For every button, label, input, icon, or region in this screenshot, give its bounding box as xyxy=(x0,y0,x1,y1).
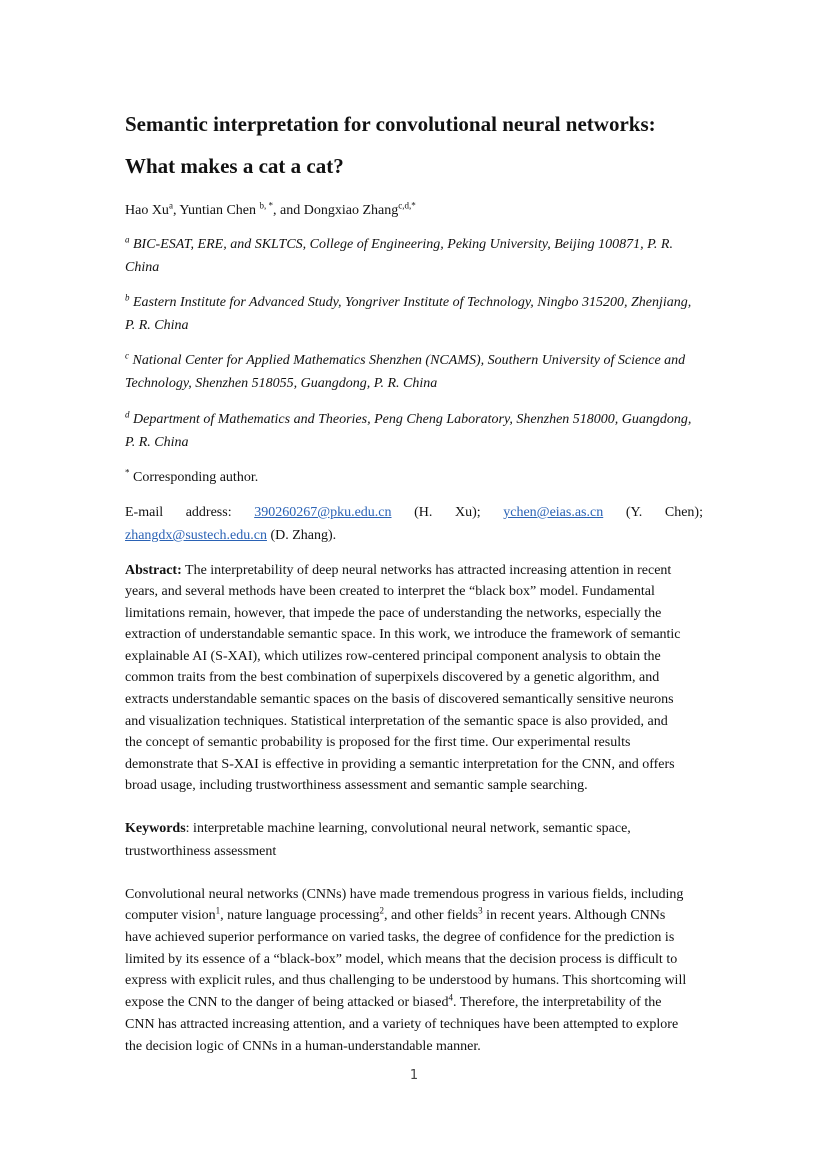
affiliation-a-line-2: China xyxy=(125,260,160,275)
author-affiliation-mark: c,d,* xyxy=(398,200,416,211)
citation-mark: 2 xyxy=(379,905,384,916)
affiliation-text: Department of Mathematics and Theories, Peng Cheng Laboratory, Shenzhen 518000, Guangdong, xyxy=(129,412,692,427)
citation-mark: 3 xyxy=(478,905,483,916)
intro-line: the decision logic of CNNs in a human-understandable manner. xyxy=(125,1039,481,1054)
affiliation-b-line-2: P. R. China xyxy=(125,318,189,333)
citation-mark: 1 xyxy=(215,905,221,916)
abstract-line: limitations remain, however, that impede the pace of understanding the networks, especially the xyxy=(125,606,662,621)
affiliation-a xyxy=(125,234,703,252)
abstract-line: Abstract: The interpretability of deep neural networks has attracted increasing attention in recent xyxy=(125,563,672,578)
email-owner: (H. xyxy=(414,505,433,520)
email-line-2 xyxy=(125,529,703,543)
intro-line: expose the CNN to the danger of being attacked or biased$^4$. Therefore, the interpretability of the xyxy=(125,992,662,1010)
author-name: Dongxiao Zhang xyxy=(303,203,399,218)
abstract-line: demonstrate that S-XAI is effective in providing a semantic interpretation for the CNN, and offers xyxy=(125,757,675,772)
citation-mark: 4 xyxy=(448,992,453,1003)
abstract-line: extracts understandable semantic spaces on the basis of discovered semantically sensitive neurons xyxy=(125,692,674,707)
affiliation-mark: b xyxy=(125,292,130,303)
corresponding-author-note xyxy=(125,467,703,485)
author-name: Yuntian Chen xyxy=(179,203,260,218)
affiliation-c-line-2: Technology, Shenzhen 518055, Guangdong, P. R. China xyxy=(125,376,438,391)
author-separator: , xyxy=(172,203,180,218)
abstract-label: Abstract: xyxy=(125,563,182,578)
email-owner: (Y. xyxy=(625,505,643,520)
intro-line: express with explicit rules, and thus challenging to be understood by humans. This shortcoming will xyxy=(125,973,687,988)
intro-line: limited by its essence of a “black-box” model, which means that the decision process is difficult to xyxy=(125,952,678,967)
affiliation-mark: d xyxy=(125,409,130,420)
email-link[interactable]: 390260267@pku.edu.cn xyxy=(254,505,392,520)
affiliation-b xyxy=(125,292,703,310)
affiliation-d xyxy=(125,409,703,427)
affiliation-text: Eastern Institute for Advanced Study, Yongriver Institute of Technology, Ningbo 315200, Zhenjiang, xyxy=(129,295,692,310)
email-link[interactable]: ychen@eias.as.cn xyxy=(503,505,604,520)
keywords-line: trustworthiness assessment xyxy=(125,844,277,859)
intro-line: have achieved superior performance on varied tasks, the degree of confidence for the prediction is xyxy=(125,930,675,945)
abstract-line: years, and several methods have been created to interpret the “black box” model. Fundamental xyxy=(125,584,655,599)
affiliation-d-line-2: P. R. China xyxy=(125,435,189,450)
author-list xyxy=(125,200,703,218)
email-label-word: E-mail xyxy=(125,505,164,520)
author-name: Hao Xu xyxy=(125,203,169,218)
email-line-1 xyxy=(125,506,703,520)
author-separator: , and xyxy=(273,203,304,218)
email-owner: (D. Zhang). xyxy=(266,528,337,543)
keywords-line: Keywords: interpretable machine learning, convolutional neural network, semantic space, xyxy=(125,821,631,836)
email-owner: Chen); xyxy=(664,505,703,520)
author-affiliation-mark: a xyxy=(168,200,173,211)
abstract-line: explainable AI (S-XAI), which utilizes row-centered principal component analysis to obtain the xyxy=(125,649,661,664)
affiliation-text: BIC-ESAT, ERE, and SKLTCS, College of Engineering, Peking University, Beijing 100871, P. R. xyxy=(129,237,673,252)
email-owner: Xu); xyxy=(454,505,481,520)
abstract-line: the concept of semantic probability is proposed for the first time. Our experimental results xyxy=(125,735,631,750)
affiliation-mark: c xyxy=(125,350,129,361)
affiliation-c xyxy=(125,350,703,368)
intro-line: CNN has attracted increasing attention, and a variety of techniques have been attempted to explore xyxy=(125,1017,679,1032)
email-label-word: address: xyxy=(185,505,232,520)
email-link[interactable]: zhangdx@sustech.edu.cn xyxy=(125,528,267,543)
intro-line: Convolutional neural networks (CNNs) have made tremendous progress in various fields, including xyxy=(125,887,684,902)
keywords-label: Keywords xyxy=(125,821,186,836)
paper-title-line-2: What makes a cat a cat? xyxy=(125,154,344,178)
abstract-line: broad usage, including trustworthiness assessment and semantic sample searching. xyxy=(125,778,588,793)
intro-line: computer vision$^1$, nature language processing$^2$, and other fields$^3$ in recent years. Although CNNs xyxy=(125,905,666,923)
affiliation-mark: a xyxy=(125,234,130,245)
affiliation-text: National Center for Applied Mathematics Shenzhen (NCAMS), Southern University of Science and xyxy=(129,353,686,368)
page-number: 1 xyxy=(409,1068,419,1083)
corresponding-text: Corresponding author. xyxy=(129,470,259,485)
corresponding-mark: * xyxy=(125,467,130,478)
abstract-line: common traits from the best combination of superpixels discovered by a genetic algorithm, and xyxy=(125,670,660,685)
abstract-line: extraction of understandable semantic space. In this work, we introduce the framework of semantic xyxy=(125,627,681,642)
paper-title-line-1: Semantic interpretation for convolutional neural networks: xyxy=(125,112,656,136)
abstract-line: and visualization techniques. Statistical interpretation of the semantic space is also provided, and xyxy=(125,714,668,729)
author-affiliation-mark: b, * xyxy=(259,200,274,211)
